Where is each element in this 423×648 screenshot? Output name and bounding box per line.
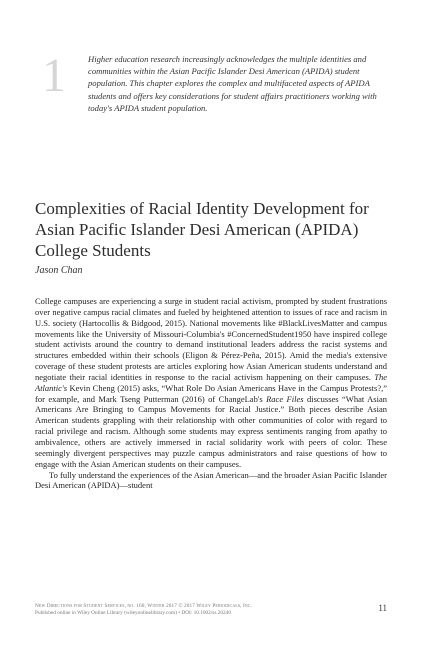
- publication-the-atlantic: The Atlantic's: [35, 371, 387, 393]
- footer-publication-line: Published online in Wiley Online Library (wileyonlinelibrary.com) • DOI: 10.1002/ss.20240: [35, 610, 231, 616]
- publication-race-files: Race Files: [266, 393, 304, 404]
- body-p1-part-c: discusses “What Asian Americans Are Bringing to Campus Movements for Racial Justice.” Both pieces describe Asian American students grappling with their relationship with other communities of color with regard to racial privilege and racism. Although some students may express sentiments ranging from apathy to ambivalence, others are actively immersed in racial solidarity work with peers of color. These seemingly divergent perspectives may puzzle campus administrators and raise questions of how to engage with the Asian American students on their campuses.: [35, 393, 387, 469]
- body-text: [35, 296, 387, 491]
- chapter-number: 1: [42, 49, 66, 102]
- author-name: Jason Chan: [35, 265, 83, 276]
- page-footer: [35, 603, 387, 617]
- page-number: 11: [378, 603, 387, 613]
- body-p1-part-b: Kevin Cheng (2015) asks, “What Role Do Asian Americans Have in the Campus Protests?,” for example, and Mark Tseng Putterman (2016) of ChangeLab's: [35, 382, 387, 404]
- body-paragraph-2: To fully understand the experiences of the Asian American—and the broader Asian Pacific Islander Desi American (APIDA)—student: [35, 469, 387, 491]
- chapter-title: Complexities of Racial Identity Development for Asian Pacific Islander Desi American (APIDA) College Students: [35, 199, 369, 260]
- footer-journal-line: New Directions for Student Services, no. 160, Winter 2017 © 2017 Wiley Periodicals, Inc.: [35, 603, 253, 609]
- body-p1-part-a: College campuses are experiencing a surge in student racial activism, prompted by student frustrations over negative campus racial climates and fueled by heightened attention to issues of race and racism in U.S. society (Hartocollis & Bidgood, 2015). National movements like #BlackLivesMatter and campus movements like the University of Missouri-Columbia's #ConcernedStudent1950 have inspired college student activists around the country to demand institutional leaders address the racist systems and structures embedded within their schools (Eligon & Pérez-Peña, 2015). Amid the media's extensive coverage of these student protests are articles exploring how Asian American students understand and negotiate their racial identities in response to the racial activism happening on their campuses.: [35, 296, 387, 382]
- chapter-abstract: Higher education research increasingly acknowledges the multiple identities and communities within the Asian Pacific Islander Desi American (APIDA) student population. This chapter explores the complex and multifaceted aspects of APIDA students and offers key considerations for student affairs practitioners working with today's APIDA student population.: [88, 54, 377, 113]
- body-paragraph-1: [35, 296, 387, 470]
